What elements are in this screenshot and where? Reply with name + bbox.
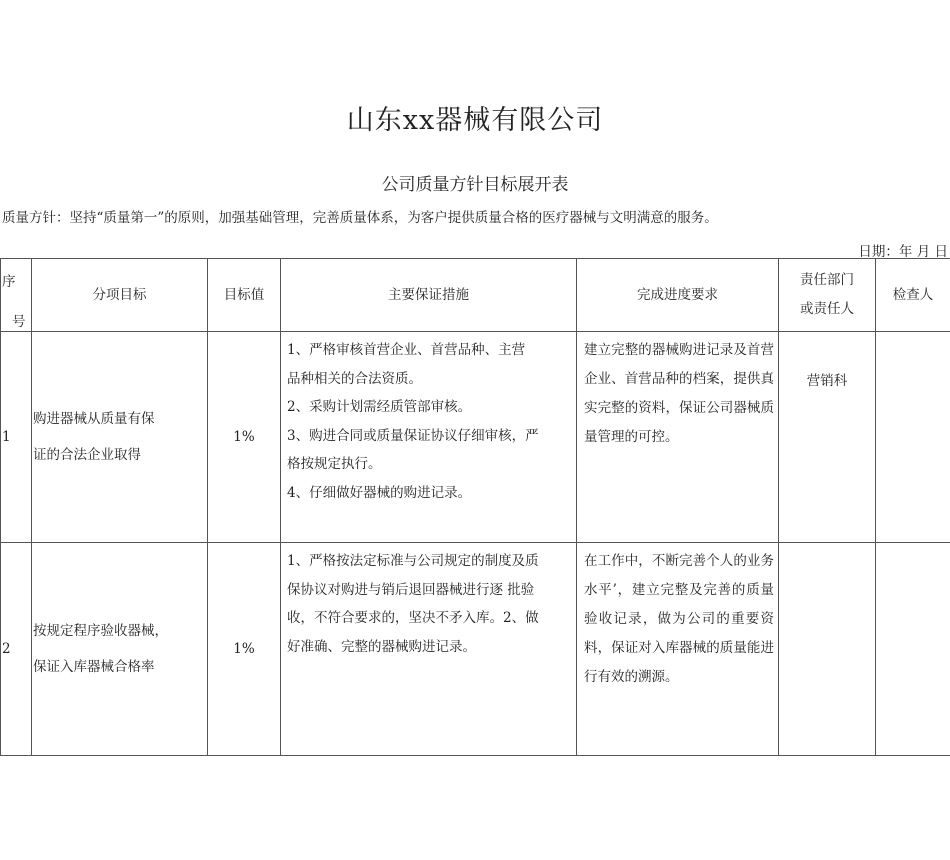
row-seq: 1	[1, 332, 32, 543]
table-header-row	[1, 259, 950, 332]
row-dept: 营销科	[779, 332, 876, 543]
table-row	[1, 332, 950, 543]
header-dept-bottom: 或责任人	[800, 301, 854, 317]
measure-line: 格按规定执行。	[287, 456, 382, 472]
header-measures: 主要保证措施	[281, 259, 577, 332]
row-item-line: 按规定程序验收器械，	[33, 623, 168, 639]
header-value: 目标值	[208, 259, 281, 332]
row-item-line: 购进器械从质量有保	[33, 411, 155, 427]
row-measures	[281, 543, 577, 756]
document-subtitle: 公司质量方针目标展开表	[381, 175, 569, 195]
measure-line: 收，不符合要求的，坚决不矛入库。2、做	[287, 610, 539, 626]
row-measures	[281, 332, 577, 543]
header-inspector: 检查人	[876, 259, 950, 332]
row-item-line: 保证入库器械合格率	[33, 659, 155, 675]
company-name: 山东xx器械有限公司	[346, 105, 604, 136]
header-seq-bottom: 号	[12, 314, 26, 330]
row-requirement: 建立完整的器械购进记录及首营企业、首营品种的档案，提供真实完整的资料，保证公司器械质量管理的可控。	[577, 332, 779, 543]
measure-line: 1、严格审核首营企业、首营品种、主营	[287, 342, 526, 358]
table-row	[1, 543, 950, 756]
row-item-line: 证的合法企业取得	[33, 447, 141, 463]
row-inspector	[876, 543, 950, 756]
measure-line: 1、严格按法定标准与公司规定的制度及质	[287, 553, 539, 569]
measure-line: 保协议对购进与销后退回器械进行逐 批验	[287, 581, 535, 598]
header-seq	[1, 259, 32, 332]
goals-table	[0, 258, 950, 756]
measure-line: 好准确、完整的器械购进记录。	[287, 638, 476, 655]
measure-line: 3、购进合同或质量保证协议仔细审核，严	[287, 427, 539, 444]
row-value: 1%	[208, 543, 281, 756]
date-field: 日期：年 月 日	[858, 244, 948, 260]
quality-policy: 质量方针：坚持“质量第一”的原则，加强基础管理，完善质量体系，为客户提供质量合格的医疗器械与文明满意的服务。	[2, 210, 718, 226]
measure-line: 4、仔细做好器械的购进记录。	[287, 484, 472, 501]
header-dept	[779, 259, 876, 332]
row-seq: 2	[1, 543, 32, 756]
row-requirement: 在工作中，不断完善个人的业务水平’，建立完整及完善的质量验收记录，做为公司的重要资料，保证对入库器械的质量能进行有效的溯源。	[577, 543, 779, 756]
row-value: 1%	[208, 332, 281, 543]
measure-line: 2、采购计划需经质管部审核。	[287, 399, 472, 415]
measure-line: 品种相关的合法资质。	[287, 370, 422, 387]
header-seq-top: 序	[2, 274, 16, 290]
header-dept-top: 责任部门	[800, 272, 854, 288]
header-item: 分项目标	[32, 259, 208, 332]
row-item	[32, 332, 208, 543]
row-inspector	[876, 332, 950, 543]
header-requirement: 完成进度要求	[577, 259, 779, 332]
row-item	[32, 543, 208, 756]
row-dept	[779, 543, 876, 756]
